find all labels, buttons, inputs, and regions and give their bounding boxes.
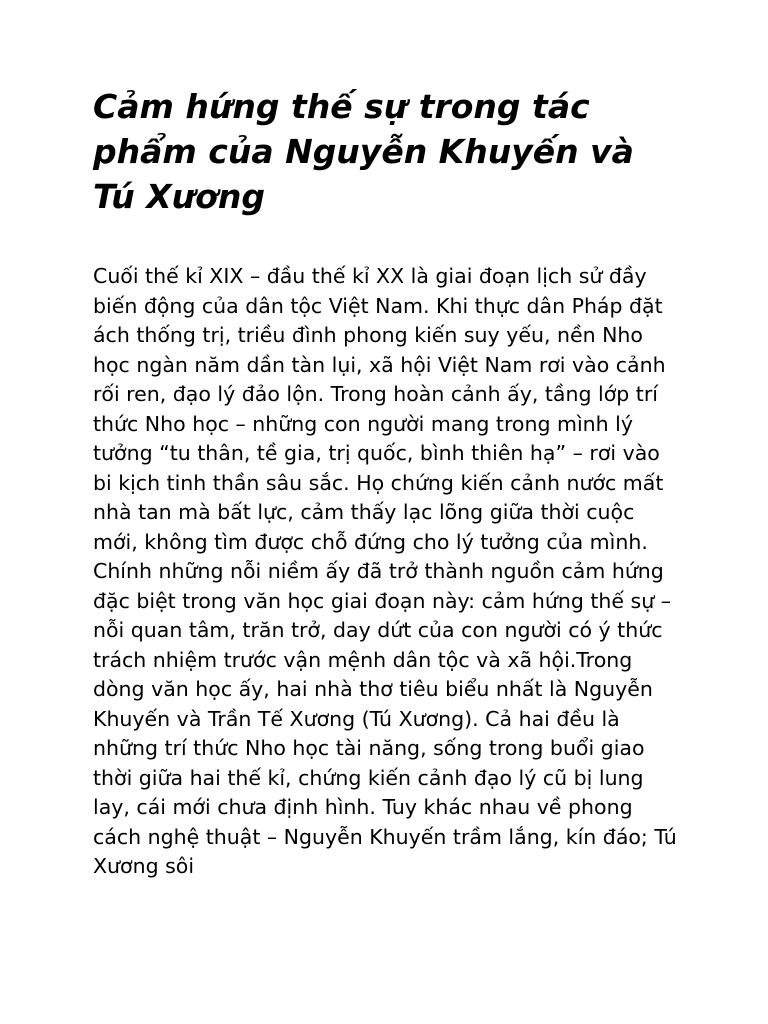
document-page xyxy=(93,84,683,882)
document-title: Cảm hứng thế sự trong tác phẩm của Nguyễn Khuyến và Tú Xương xyxy=(93,87,634,216)
body-paragraph: Cuối thế kỉ XIX – đầu thế kỉ XX là giai đoạn lịch sử đầy biến động của dân tộc Việt Nam. Khi thực dân Pháp đặt ách thống trị, triều đình phong kiến suy yếu, nền Nho học ngàn năm dần tàn lụi, xã hội Việt Nam rơi vào cảnh rối ren, đạo lý đảo lộn. Trong hoàn cảnh ấy, tầng lớp trí thức Nho học – những con người mang trong mình lý tưởng “tu thân, tề gia, trị quốc, bình thiên hạ” – rơi vào bi kịch tinh thần sâu sắc. Họ chứng kiến cảnh nước mất nhà tan mà bất lực, cảm thấy lạc lõng giữa thời cuộc mới, không tìm được chỗ đứng cho lý tưởng của mình. Chính những nỗi niềm ấy đã trở thành nguồn cảm hứng đặc biệt trong văn học giai đoạn này: cảm hứng thế sự – nỗi quan tâm, trăn trở, day dứt của con người có ý thức trách nhiệm trước vận mệnh dân tộc và xã hội.Trong dòng văn học ấy, hai nhà thơ tiêu biểu nhất là Nguyễn Khuyến và Trần Tế Xương (Tú Xương). Cả hai đều là những trí thức Nho học tài năng, sống trong buổi giao thời giữa hai thế kỉ, chứng kiến cảnh đạo lý cũ bị lung lay, cái mới chưa định hình. Tuy khác nhau về phong cách nghệ thuật – Nguyễn Khuyến trầm lắng, kín đáo; Tú Xương sôi xyxy=(93,264,677,878)
